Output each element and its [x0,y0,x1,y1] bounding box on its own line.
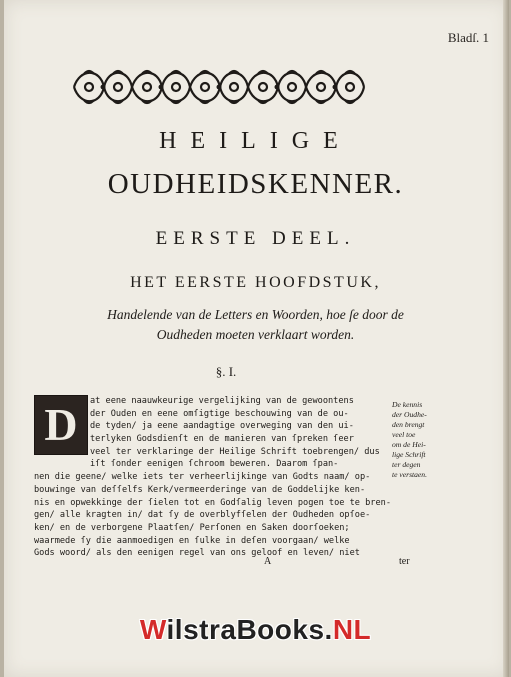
watermark-initial: W [139,614,167,645]
margin-note-line: te verstaen. [392,470,428,479]
body-line: nen die geene/ welke iets ter verheerlijkinge van Godts naam/ op- [34,472,371,483]
body-line: veel ter verklaringe der Heilige Schrift toebrengen/ dus [90,446,380,457]
body-line: bouwinge van deſſelfs Kerk/vermeerderinge van de Goddelijke ken- [34,484,366,495]
chapter-subtitle [30,305,481,345]
margin-note-line: ter degen [392,460,421,469]
initial-letter: D [44,399,78,450]
body-line: ken/ en de verborgene Plaatſen/ Perſonen en Saken doorſoeken; [34,522,350,533]
margin-note-line: veel toe [392,430,416,439]
body-line: gen/ alle kragten in/ dat ſy de overblyfſelen der Oudheden opſoe- [34,510,371,521]
body-line: waarmede ſy die aanmoedigen en ſulke in deſen voorgaan/ welke [34,535,350,546]
body-line: iſt ſonder eenigen ſchroom beweren. Daarom ſpan- [90,459,339,470]
body-line: Gods woord/ als den eenigen regel van ons geloof en leven/ niet [34,548,360,559]
watermark-logo [0,614,511,646]
catchword: ter [399,556,410,567]
body-line: nis en opwekkinge der ſielen tot en Godſalig leven pogen toe te bren- [34,497,391,508]
page-number: Bladſ. 1 [447,30,489,45]
signature-mark: A [264,556,272,567]
margin-note-line: den brengt [392,420,425,429]
title-oudheidskenner: OUDHEIDSKENNER. [107,168,404,200]
watermark-name: ilstraBooks. [166,614,333,645]
body-line: terlyken Godsdienſt en de manieren van ſpreken ſeer [90,434,354,445]
title-heilige: HEILIGE [159,128,352,154]
margin-note-line: der Oudhe- [392,410,427,419]
decorated-initial [34,395,88,455]
body-line: at eene naauwkeurige vergelijking van de gewoontens [90,396,354,406]
subtitle-line: Handelende van de Letters en Woorden, hoe ſe door de [107,307,404,322]
margin-note-line: De kennis [392,400,423,409]
body-line: der Ouden en eene omſigtige beschouwing van de ou- [90,408,349,419]
title-eerste-deel: EERSTE DEEL. [155,228,356,249]
section-mark: §. I. [215,364,237,379]
title-eerste-hoofdstuk: HET EERSTE HOOFDSTUK, [130,274,381,291]
floral-ornament-icon [70,62,370,112]
margin-note-line: lige Schrift [392,450,426,459]
body-line: de tyden/ ja eene aandagtige overweging van den ui- [90,421,354,432]
margin-note-line: om de Hei- [392,440,426,449]
subtitle-line: Oudheden moeten verklaart worden. [156,327,355,342]
margin-note [392,400,446,480]
watermark-tld: NL [332,614,372,645]
body-text [34,395,396,560]
page-edge-shadow [503,0,509,677]
